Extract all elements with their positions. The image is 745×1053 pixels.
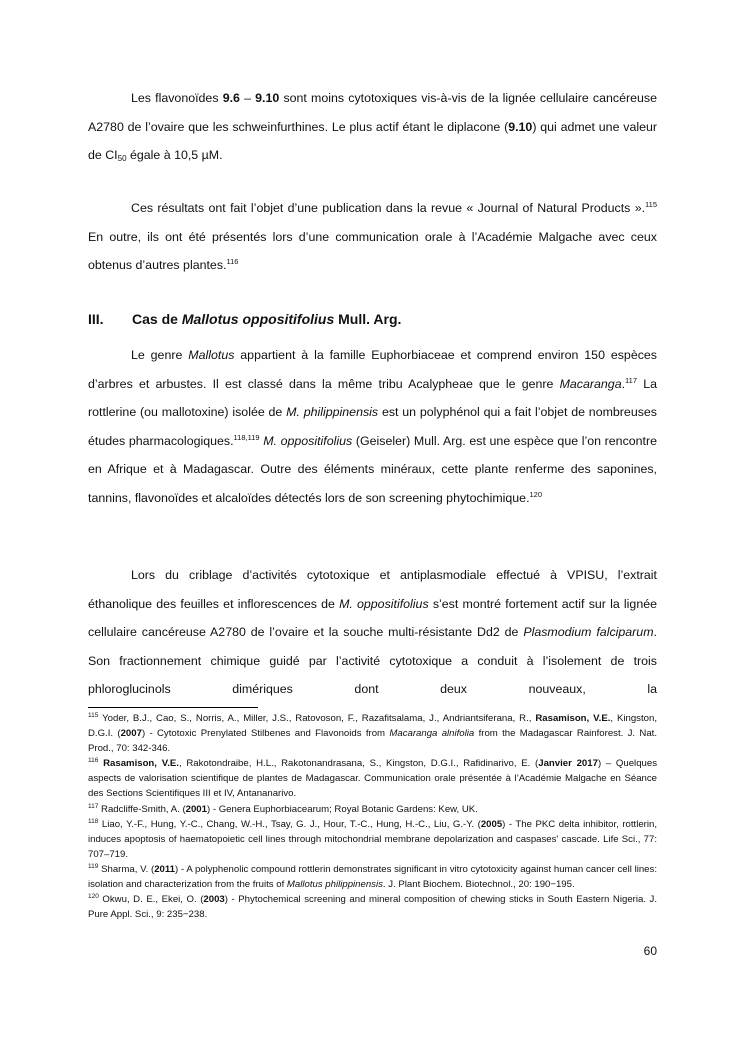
footnote-ref[interactable]: 117 [625,375,638,385]
footnotes [88,711,657,922]
footnote-120: $^{120}$ Okwu, D. E., Ekei, O. (2003) - Phytochemical screening and mineral composition of chewing sticks in South Eastern Nigeria. J. Pure Appl. Sci., 9: 235−238. [88,893,658,921]
paragraph-mallotus-genus: Le genre Mallotus appartient à la famille Euphorbiaceae et comprend environ 150 espèces d’arbres et arbustes. Il est classé dans la même tribu Acalypheae que le genre Macaranga.$^{117}$ La rottlerine (ou mallotoxine) isolée de M. philippinensis est un polyphénol qui a fait l’objet de nombreuses études pharmacologiques.$^{118,119}$ M. oppositifolius (Geiseler) Mull. Arg. est une espèce que l’on rencontre en Afrique et à Madagascar. Outre des éléments minéraux, cette plante renferme des saponines, tannins, flavonoïdes et alcaloïdes détectés lors de son screening phytochimique.$^{120}$ [88,348,658,505]
footnote-116: $^{116}$ Rasamison, V.E., Rakotondraibe, H.L., Rakotonandrasana, S., Kingston, D.G.I., Rafidinarivo, E. (Janvier 2017) – Quelques aspects de valorisation scientifique de plantes de Madagascar. Communication orale présentée à l’Académie Malgache en Séance des Sections Scientifiques III et IV, Antananarivo. [88,757,657,800]
footnote-separator [88,707,258,708]
footnote-ref[interactable]: 116 [226,257,239,267]
page-number: 60 [643,944,657,958]
section-heading: III. Cas de Mallotus oppositifolius Mull. Arg. [88,311,402,327]
footnote-ref[interactable]: 115 [645,200,657,209]
footnote-117: $^{117}$ Radcliffe-Smith, A. (2001) - Genera Euphorbiacearum; Royal Botanic Gardens: Kew, UK. [88,802,478,815]
footnote-ref[interactable]: 120 [529,489,543,499]
footnote-ref[interactable]: 118,119 [233,432,260,442]
paragraph-flavonoids: Les flavonoïdes 9.6 – 9.10 sont moins cytotoxiques vis-à-vis de la lignée cellulaire cancéreuse A2780 de l’ovaire que les schweinfurthines. Le plus actif étant le diplacone (9.10) qui admet une valeur de $CI_{50}$ égale à 10,5 µM. [88,91,658,164]
section-number: III. [88,311,104,327]
paragraph-screening: Lors du criblage d’activités cytotoxique et antiplasmodiale effectué à VPISU, l’extrait éthanolique des feuilles et inflorescences de M. oppositifolius s’est montré fortement actif sur la lignée cellulaire cancéreuse A2780 de l’ovaire et la souche multi-résistante Dd2 de Plasmodium falciparum. Son fractionnement chimique guidé par l’activité cytotoxique a conduit à l’isolement de trois phloroglucinols dimériques dont deux nouveaux, la [88,568,657,697]
paragraph-publication: Ces résultats ont fait l’objet d’une publication dans la revue « Journal of Natural Products ».$^{115}$ En outre, ils ont été présentés lors d’une communication orale à l’Académie Malgache avec ceux obtenus d’autres plantes.$^{116}$ [88,200,657,273]
footnote-118: $^{118}$ Liao, Y.-F., Hung, Y.-C., Chang, W.-H., Tsay, G. J., Hour, T.-C., Hung, H.-C., Liu, G.-Y. (2005) - The PKC delta inhibitor, rottlerin, induces apoptosis of haematopoietic cell lines through mitochondrial membrane depolarization and caspases' cascade. Life Sci., 77: 707–719. [88,817,657,860]
footnote-115: $^{115}$ Yoder, B.J., Cao, S., Norris, A., Miller, J.S., Ratovoson, F., Razafitsalama, J., Andriantsiferana, R., Rasamison, V.E., Kingston, D.G.I. (2007) - Cytotoxic Prenylated Stilbenes and Flavonoids from Macaranga alnifolia from the Madagascar Rainforest. J. Nat. Prod., 70: 342-346. [88,712,658,755]
footnote-119: $^{119}$ Sharma, V. (2011) - A polyphenolic compound rottlerin demonstrates significant in vitro cytotoxicity against human cancer cell lines: isolation and characterization from the fruits of Mallotus philippinensis. J. Plant Biochem. Biotechnol., 20: 190−195. [88,862,657,891]
